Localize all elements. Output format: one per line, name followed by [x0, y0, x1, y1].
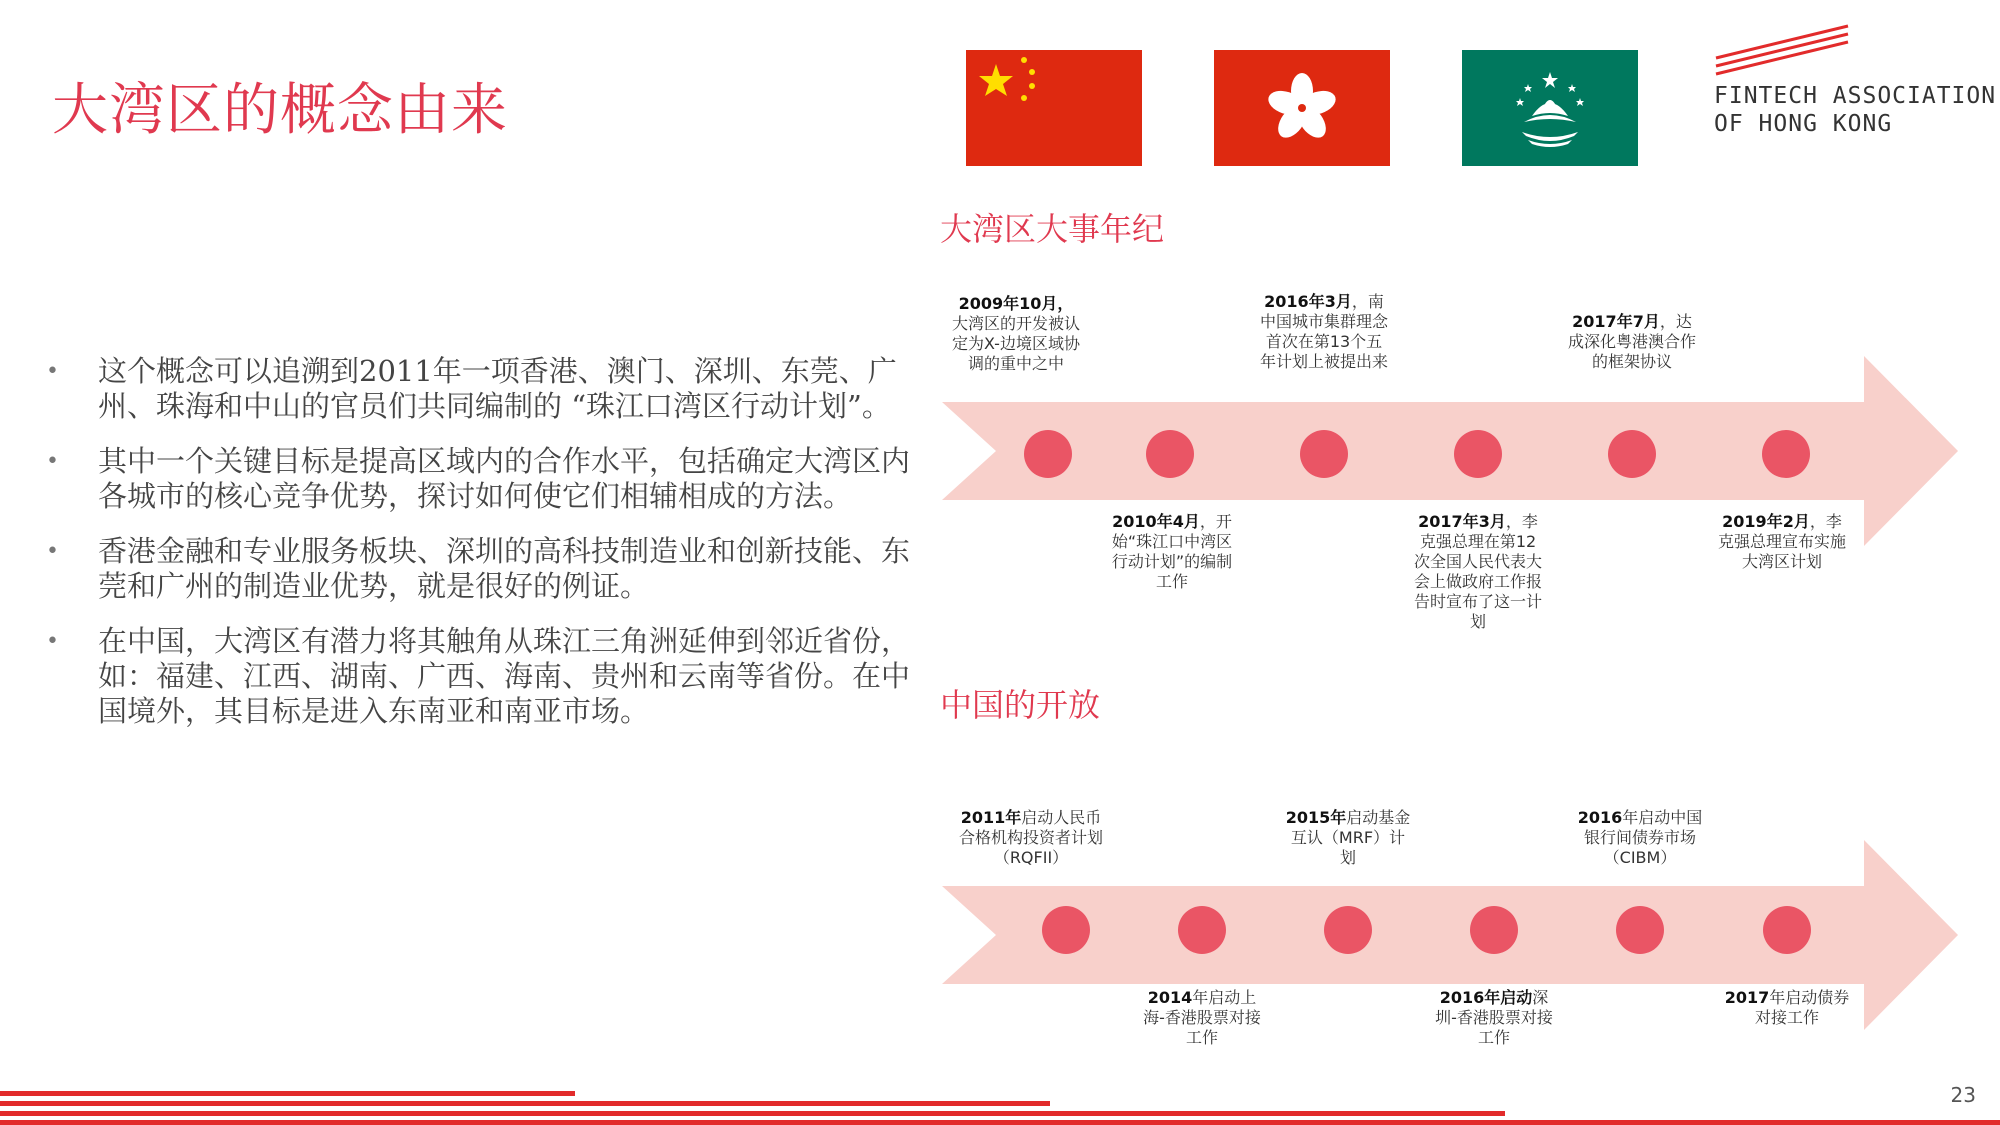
timeline2-heading: 中国的开放	[940, 686, 1101, 724]
timeline1-dot	[1454, 430, 1502, 478]
bottom-decor-line	[0, 1101, 1050, 1106]
timeline1-dot	[1024, 430, 1072, 478]
timeline1-event: 2017年7月，达成深化粤港澳合作的框架协议	[1567, 312, 1696, 371]
page-title: 大湾区的概念由来	[52, 78, 508, 143]
bullet-item: • 其中一个关键目标是提高区域内的合作水平，包括确定大湾区内各城市的核心竞争优势，探讨如何使它们相辅相成的方法。	[46, 444, 911, 513]
timeline1-event: 2019年2月，李克强总理宣布实施大湾区计划	[1717, 512, 1846, 571]
timeline2-event: 2015年启动基金互认（MRF）计划	[1285, 808, 1411, 867]
bullet-item: • 香港金融和专业服务板块、深圳的高科技制造业和创新技能、东莞和广州的制造业优势，就是很好的例证。	[46, 534, 911, 603]
timeline1-event: 2010年4月，开始“珠江口中湾区行动计划”的编制工作	[1111, 512, 1233, 591]
macau-flag-icon	[1462, 50, 1638, 166]
bottom-decor-line	[0, 1111, 1505, 1116]
china-flag-icon	[966, 50, 1142, 166]
bottom-decor-line	[0, 1091, 575, 1096]
timeline2-event: 2016年启动深圳-香港股票对接工作	[1435, 988, 1553, 1047]
bullet-item: • 这个概念可以追溯到2011年一项香港、澳门、深圳、东莞、广州、珠海和中山的官员们共同编制的 “珠江口湾区行动计划”。	[46, 354, 897, 423]
timeline2-dot	[1763, 906, 1811, 954]
timeline1-event: 2009年10月，大湾区的开发被认定为X-边境区域协调的重中之中	[951, 294, 1080, 373]
timeline1-heading: 大湾区大事年纪	[940, 210, 1165, 248]
page-number: 23	[1950, 1083, 1976, 1107]
bottom-decor-line	[0, 1120, 2000, 1125]
timeline2-event: 2011年启动人民币合格机构投资者计划（RQFII）	[958, 808, 1103, 867]
timeline2-dot	[1178, 906, 1226, 954]
timeline2-dot	[1470, 906, 1518, 954]
bullet-text: 这个概念可以追溯到2011年一项香港、澳门、深圳、东莞、广州、珠海和中山的官员们共同编制的 “珠江口湾区行动计划”。	[98, 354, 897, 423]
hong-kong-flag-icon	[1214, 50, 1390, 166]
bullet-item: • 在中国，大湾区有潜力将其触角从珠江三角洲延伸到邻近省份，如：福建、江西、湖南、广西、海南、贵州和云南等省份。在中国境外，其目标是进入东南亚和南亚市场。	[46, 624, 911, 728]
timeline2-event: 2014年启动上海-香港股票对接工作	[1143, 988, 1261, 1047]
timeline1-dot	[1608, 430, 1656, 478]
bullet-text: 其中一个关键目标是提高区域内的合作水平，包括确定大湾区内各城市的核心竞争优势，探讨如何使它们相辅相成的方法。	[98, 444, 911, 513]
timeline2-event: 2017年启动债券对接工作	[1724, 988, 1850, 1027]
bullet-text: 在中国，大湾区有潜力将其触角从珠江三角洲延伸到邻近省份，如：福建、江西、湖南、广西、海南、贵州和云南等省份。在中国境外，其目标是进入东南亚和南亚市场。	[98, 624, 911, 728]
bullet-text: 香港金融和专业服务板块、深圳的高科技制造业和创新技能、东莞和广州的制造业优势，就是很好的例证。	[98, 534, 911, 603]
logo-line-2: OF HONG KONG	[1714, 111, 1893, 137]
timeline2-event: 2016年启动中国银行间债券市场（CIBM）	[1577, 808, 1703, 867]
timeline1-dot	[1300, 430, 1348, 478]
timeline1-event: 2017年3月，李克强总理在第12次全国人民代表大会上做政府工作报告时宣布了这一计划	[1413, 512, 1542, 631]
timeline1-dot	[1762, 430, 1810, 478]
timeline2-dot	[1324, 906, 1372, 954]
timeline2-dot	[1616, 906, 1664, 954]
bullet-list	[40, 354, 910, 749]
logo-line-1: FINTECH ASSOCIATION	[1714, 83, 1997, 109]
timeline2-dot	[1042, 906, 1090, 954]
fintech-association-logo	[1712, 24, 1997, 144]
timeline1-event: 2016年3月，南中国城市集群理念首次在第13个五年计划上被提出来	[1259, 292, 1388, 371]
timeline1-dot	[1146, 430, 1194, 478]
